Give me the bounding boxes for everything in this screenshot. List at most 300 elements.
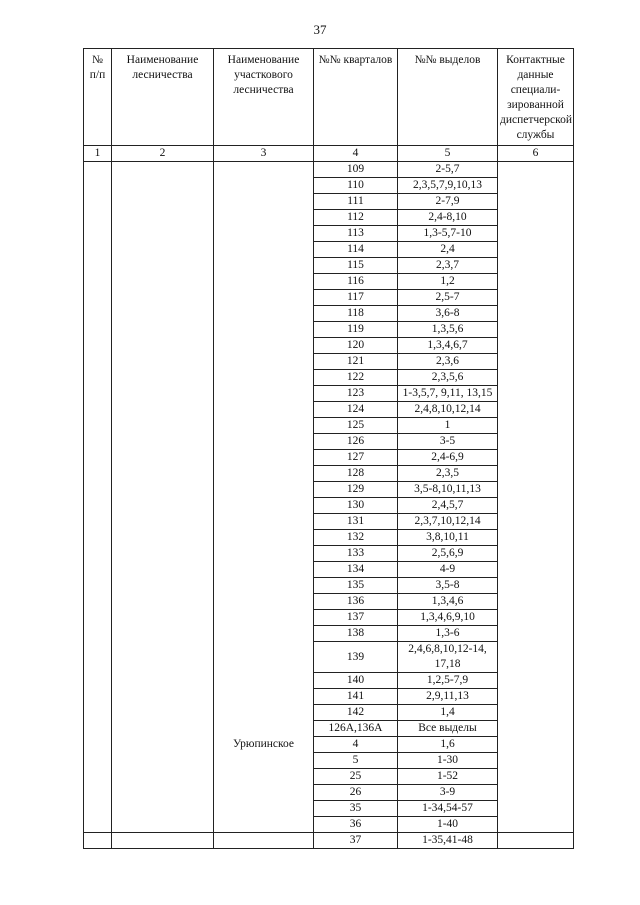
cell-kvartal: 133: [314, 546, 398, 562]
table-row: [84, 530, 574, 546]
cell-lesnichestvo: [112, 482, 214, 498]
cell-uchastkovoe: [214, 242, 314, 258]
cell-uchastkovoe: [214, 194, 314, 210]
cell-uchastkovoe: [214, 274, 314, 290]
cell-contacts: [498, 689, 574, 705]
cell-num: [84, 785, 112, 801]
cell-kvartal: 36: [314, 817, 398, 833]
cell-uchastkovoe: [214, 434, 314, 450]
cell-uchastkovoe: [214, 322, 314, 338]
cell-contacts: [498, 354, 574, 370]
cell-kvartal: 118: [314, 306, 398, 322]
cell-kvartal: 135: [314, 578, 398, 594]
cell-vydely: 2,4,6,8,10,12-14, 17,18: [398, 642, 498, 673]
cell-uchastkovoe: [214, 306, 314, 322]
cell-vydely: 1,3,4,6,9,10: [398, 610, 498, 626]
cell-num: [84, 242, 112, 258]
cell-lesnichestvo: [112, 801, 214, 817]
cell-num: [84, 338, 112, 354]
cell-kvartal: 4: [314, 737, 398, 753]
cell-vydely: 2,5,6,9: [398, 546, 498, 562]
cell-lesnichestvo: [112, 530, 214, 546]
cell-contacts: [498, 833, 574, 849]
cell-uchastkovoe: [214, 578, 314, 594]
cell-uchastkovoe: [214, 673, 314, 689]
cell-num: [84, 418, 112, 434]
cell-num: [84, 354, 112, 370]
cell-lesnichestvo: [112, 817, 214, 833]
column-numbers-row: [84, 146, 574, 162]
cell-uchastkovoe: [214, 514, 314, 530]
cell-vydely: 1-40: [398, 817, 498, 833]
cell-kvartal: 115: [314, 258, 398, 274]
cell-num: [84, 562, 112, 578]
table-row: [84, 482, 574, 498]
cell-contacts: [498, 769, 574, 785]
cell-vydely: 2,3,7: [398, 258, 498, 274]
table-row: [84, 721, 574, 737]
table-row: [84, 737, 574, 753]
cell-kvartal: 120: [314, 338, 398, 354]
column-number: 6: [498, 146, 574, 162]
cell-contacts: [498, 402, 574, 418]
column-number: 5: [398, 146, 498, 162]
cell-lesnichestvo: [112, 274, 214, 290]
uchastkovoe-name: Урюпинское: [214, 737, 314, 753]
cell-contacts: [498, 721, 574, 737]
cell-num: [84, 194, 112, 210]
cell-kvartal: 117: [314, 290, 398, 306]
cell-contacts: [498, 226, 574, 242]
cell-contacts: [498, 546, 574, 562]
cell-vydely: 4-9: [398, 562, 498, 578]
cell-uchastkovoe: [214, 626, 314, 642]
cell-vydely: 2,4-8,10: [398, 210, 498, 226]
cell-num: [84, 594, 112, 610]
table-row: [84, 594, 574, 610]
cell-lesnichestvo: [112, 322, 214, 338]
table-row: [84, 194, 574, 210]
table-row: [84, 817, 574, 833]
cell-vydely: 1,3,5,6: [398, 322, 498, 338]
cell-lesnichestvo: [112, 306, 214, 322]
cell-kvartal: 134: [314, 562, 398, 578]
cell-uchastkovoe: [214, 705, 314, 721]
cell-uchastkovoe: [214, 370, 314, 386]
cell-contacts: [498, 306, 574, 322]
cell-vydely: 2,4,5,7: [398, 498, 498, 514]
cell-contacts: [498, 801, 574, 817]
cell-vydely: 2,3,5,7,9,10,13: [398, 178, 498, 194]
cell-uchastkovoe: [214, 817, 314, 833]
table-row: [84, 258, 574, 274]
cell-uchastkovoe: [214, 785, 314, 801]
table-row: [84, 178, 574, 194]
column-number: 4: [314, 146, 398, 162]
cell-vydely: 3-5: [398, 434, 498, 450]
page-number: 37: [313, 22, 327, 37]
cell-num: [84, 274, 112, 290]
cell-vydely: 1-34,54-57: [398, 801, 498, 817]
cell-contacts: [498, 514, 574, 530]
cell-vydely: 2,4: [398, 242, 498, 258]
cell-kvartal: 126: [314, 434, 398, 450]
cell-lesnichestvo: [112, 354, 214, 370]
cell-lesnichestvo: [112, 514, 214, 530]
cell-kvartal: 138: [314, 626, 398, 642]
table-row: [84, 514, 574, 530]
cell-lesnichestvo: [112, 210, 214, 226]
table-row: [84, 498, 574, 514]
cell-lesnichestvo: [112, 578, 214, 594]
cell-kvartal: 25: [314, 769, 398, 785]
cell-num: [84, 530, 112, 546]
cell-contacts: [498, 753, 574, 769]
cell-contacts: [498, 673, 574, 689]
cell-vydely: 1,2,5-7,9: [398, 673, 498, 689]
column-number: 3: [214, 146, 314, 162]
cell-lesnichestvo: [112, 194, 214, 210]
cell-num: [84, 306, 112, 322]
cell-contacts: [498, 162, 574, 178]
cell-contacts: [498, 418, 574, 434]
cell-kvartal: 122: [314, 370, 398, 386]
table-row: [84, 306, 574, 322]
cell-num: [84, 466, 112, 482]
cell-lesnichestvo: [112, 562, 214, 578]
cell-kvartal: 113: [314, 226, 398, 242]
table-row: [84, 562, 574, 578]
cell-kvartal: 35: [314, 801, 398, 817]
cell-lesnichestvo: [112, 402, 214, 418]
cell-lesnichestvo: [112, 242, 214, 258]
cell-uchastkovoe: [214, 530, 314, 546]
cell-uchastkovoe: [214, 801, 314, 817]
cell-lesnichestvo: [112, 386, 214, 402]
cell-kvartal: 111: [314, 194, 398, 210]
cell-num: [84, 482, 112, 498]
cell-contacts: [498, 210, 574, 226]
table-row: [84, 338, 574, 354]
cell-num: [84, 162, 112, 178]
cell-lesnichestvo: [112, 290, 214, 306]
cell-lesnichestvo: [112, 466, 214, 482]
cell-vydely: Все выделы: [398, 721, 498, 737]
cell-num: [84, 642, 112, 673]
cell-num: [84, 737, 112, 753]
cell-kvartal: 140: [314, 673, 398, 689]
cell-lesnichestvo: [112, 610, 214, 626]
cell-vydely: 2,3,5,6: [398, 370, 498, 386]
cell-uchastkovoe: [214, 178, 314, 194]
table-row: [84, 434, 574, 450]
cell-num: [84, 450, 112, 466]
cell-kvartal: 137: [314, 610, 398, 626]
table-row: [84, 466, 574, 482]
cell-num: [84, 801, 112, 817]
table-row: [84, 769, 574, 785]
cell-contacts: [498, 498, 574, 514]
table-row: [84, 610, 574, 626]
table-row: [84, 546, 574, 562]
cell-contacts: [498, 386, 574, 402]
table-row: [84, 450, 574, 466]
cell-num: [84, 498, 112, 514]
cell-contacts: [498, 242, 574, 258]
cell-vydely: 1-30: [398, 753, 498, 769]
cell-kvartal: 121: [314, 354, 398, 370]
cell-vydely: 1,2: [398, 274, 498, 290]
cell-kvartal: 116: [314, 274, 398, 290]
table-row: [84, 418, 574, 434]
cell-contacts: [498, 705, 574, 721]
cell-contacts: [498, 370, 574, 386]
cell-vydely: 1,4: [398, 705, 498, 721]
cell-num: [84, 769, 112, 785]
cell-lesnichestvo: [112, 162, 214, 178]
cell-vydely: 1-35,41-48: [398, 833, 498, 849]
cell-num: [84, 689, 112, 705]
cell-uchastkovoe: [214, 721, 314, 737]
cell-lesnichestvo: [112, 769, 214, 785]
cell-contacts: [498, 258, 574, 274]
cell-lesnichestvo: [112, 785, 214, 801]
cell-contacts: [498, 466, 574, 482]
table-row: [84, 642, 574, 673]
cell-uchastkovoe: [214, 769, 314, 785]
cell-vydely: 1: [398, 418, 498, 434]
cell-num: [84, 626, 112, 642]
cell-uchastkovoe: [214, 610, 314, 626]
cell-uchastkovoe: [214, 466, 314, 482]
cell-vydely: 2,4,8,10,12,14: [398, 402, 498, 418]
cell-kvartal: 136: [314, 594, 398, 610]
cell-contacts: [498, 737, 574, 753]
cell-lesnichestvo: [112, 338, 214, 354]
header-kvartaly: №№ кварталов: [314, 49, 398, 146]
header-lesnichestvo: Наименование лесничества: [112, 49, 214, 146]
cell-lesnichestvo: [112, 450, 214, 466]
cell-lesnichestvo: [112, 546, 214, 562]
cell-contacts: [498, 482, 574, 498]
cell-contacts: [498, 594, 574, 610]
cell-lesnichestvo: [112, 226, 214, 242]
cell-num: [84, 178, 112, 194]
cell-lesnichestvo: [112, 689, 214, 705]
cell-vydely: 3,5-8: [398, 578, 498, 594]
cell-lesnichestvo: [112, 418, 214, 434]
cell-num: [84, 610, 112, 626]
column-number: 1: [84, 146, 112, 162]
cell-vydely: 2-7,9: [398, 194, 498, 210]
cell-lesnichestvo: [112, 434, 214, 450]
cell-vydely: 2,3,7,10,12,14: [398, 514, 498, 530]
cell-uchastkovoe: [214, 546, 314, 562]
cell-vydely: 1,3-5,7-10: [398, 226, 498, 242]
cell-uchastkovoe: [214, 418, 314, 434]
cell-contacts: [498, 817, 574, 833]
cell-lesnichestvo: [112, 370, 214, 386]
cell-kvartal: 26: [314, 785, 398, 801]
cell-vydely: 1-52: [398, 769, 498, 785]
cell-num: [84, 546, 112, 562]
cell-kvartal: 5: [314, 753, 398, 769]
table-row: [84, 402, 574, 418]
table-row: [84, 354, 574, 370]
cell-num: [84, 673, 112, 689]
cell-vydely: 2-5,7: [398, 162, 498, 178]
cell-vydely: 3,6-8: [398, 306, 498, 322]
cell-contacts: [498, 290, 574, 306]
cell-uchastkovoe: [214, 402, 314, 418]
cell-vydely: 1,3,4,6,7: [398, 338, 498, 354]
header-row: [84, 49, 574, 146]
table-row: [84, 673, 574, 689]
table-body: [84, 162, 574, 849]
cell-lesnichestvo: [112, 594, 214, 610]
table-row: [84, 226, 574, 242]
table-row: [84, 801, 574, 817]
cell-lesnichestvo: [112, 673, 214, 689]
cell-vydely: 1,3-6: [398, 626, 498, 642]
cell-kvartal: 112: [314, 210, 398, 226]
cell-uchastkovoe: [214, 354, 314, 370]
cell-uchastkovoe: [214, 482, 314, 498]
table-row: [84, 578, 574, 594]
cell-kvartal: 132: [314, 530, 398, 546]
cell-vydely: 3-9: [398, 785, 498, 801]
cell-num: [84, 817, 112, 833]
table-row: [84, 162, 574, 178]
cell-lesnichestvo: [112, 178, 214, 194]
cell-vydely: 3,5-8,10,11,13: [398, 482, 498, 498]
cell-num: [84, 210, 112, 226]
cell-vydely: 1,3,4,6: [398, 594, 498, 610]
cell-kvartal: 130: [314, 498, 398, 514]
header-num: № п/п: [84, 49, 112, 146]
cell-uchastkovoe: [214, 450, 314, 466]
cell-lesnichestvo: [112, 737, 214, 753]
cell-num: [84, 434, 112, 450]
cell-uchastkovoe: [214, 386, 314, 402]
cell-num: [84, 226, 112, 242]
table-row: [84, 626, 574, 642]
column-number: 2: [112, 146, 214, 162]
table-row: [84, 370, 574, 386]
cell-kvartal: 110: [314, 178, 398, 194]
table-row: [84, 290, 574, 306]
cell-num: [84, 578, 112, 594]
header-vydely: №№ выделов: [398, 49, 498, 146]
table-row: [84, 274, 574, 290]
table-row: [84, 785, 574, 801]
cell-contacts: [498, 450, 574, 466]
cell-lesnichestvo: [112, 705, 214, 721]
cell-uchastkovoe: [214, 290, 314, 306]
cell-num: [84, 322, 112, 338]
cell-num: [84, 258, 112, 274]
cell-vydely: 2,9,11,13: [398, 689, 498, 705]
table-row: [84, 210, 574, 226]
cell-uchastkovoe: [214, 642, 314, 673]
cell-uchastkovoe: [214, 594, 314, 610]
cell-uchastkovoe: [214, 162, 314, 178]
cell-num: [84, 753, 112, 769]
cell-kvartal: 37: [314, 833, 398, 849]
table-row: [84, 705, 574, 721]
cell-lesnichestvo: [112, 753, 214, 769]
header-uchastkovoe: Наименование участкового лесничества: [214, 49, 314, 146]
table-row: [84, 753, 574, 769]
table-row: [84, 689, 574, 705]
table-row: [84, 386, 574, 402]
cell-uchastkovoe: [214, 833, 314, 849]
cell-kvartal: 114: [314, 242, 398, 258]
cell-uchastkovoe: [214, 753, 314, 769]
cell-num: [84, 833, 112, 849]
table-row: [84, 322, 574, 338]
cell-lesnichestvo: [112, 642, 214, 673]
cell-lesnichestvo: [112, 258, 214, 274]
cell-num: [84, 370, 112, 386]
cell-uchastkovoe: [214, 210, 314, 226]
cell-kvartal: 126А,136А: [314, 721, 398, 737]
cell-kvartal: 119: [314, 322, 398, 338]
cell-vydely: 3,8,10,11: [398, 530, 498, 546]
cell-lesnichestvo: [112, 626, 214, 642]
cell-contacts: [498, 785, 574, 801]
cell-contacts: [498, 642, 574, 673]
cell-num: [84, 705, 112, 721]
cell-num: [84, 386, 112, 402]
cell-kvartal: 142: [314, 705, 398, 721]
cell-uchastkovoe: [214, 338, 314, 354]
cell-kvartal: 124: [314, 402, 398, 418]
cell-kvartal: 128: [314, 466, 398, 482]
forest-table: [83, 48, 574, 849]
cell-uchastkovoe: [214, 258, 314, 274]
cell-lesnichestvo: [112, 498, 214, 514]
cell-contacts: [498, 562, 574, 578]
cell-kvartal: 127: [314, 450, 398, 466]
cell-uchastkovoe: [214, 689, 314, 705]
cell-vydely: 2,3,6: [398, 354, 498, 370]
cell-uchastkovoe: [214, 226, 314, 242]
cell-lesnichestvo: [112, 721, 214, 737]
cell-vydely: 2,4-6,9: [398, 450, 498, 466]
cell-vydely: 2,3,5: [398, 466, 498, 482]
cell-kvartal: 123: [314, 386, 398, 402]
table-row: [84, 833, 574, 849]
cell-kvartal: 125: [314, 418, 398, 434]
cell-kvartal: 139: [314, 642, 398, 673]
cell-uchastkovoe: [214, 562, 314, 578]
cell-num: [84, 402, 112, 418]
cell-contacts: [498, 626, 574, 642]
cell-contacts: [498, 178, 574, 194]
cell-vydely: 1-3,5,7, 9,11, 13,15: [398, 386, 498, 402]
cell-kvartal: 129: [314, 482, 398, 498]
header-contacts: Контактные данные специали-зированной диспетчерской службы: [498, 49, 574, 146]
cell-lesnichestvo: [112, 833, 214, 849]
cell-kvartal: 141: [314, 689, 398, 705]
cell-vydely: 1,6: [398, 737, 498, 753]
cell-kvartal: 109: [314, 162, 398, 178]
cell-contacts: [498, 530, 574, 546]
table-row: [84, 242, 574, 258]
cell-contacts: [498, 338, 574, 354]
cell-vydely: 2,5-7: [398, 290, 498, 306]
